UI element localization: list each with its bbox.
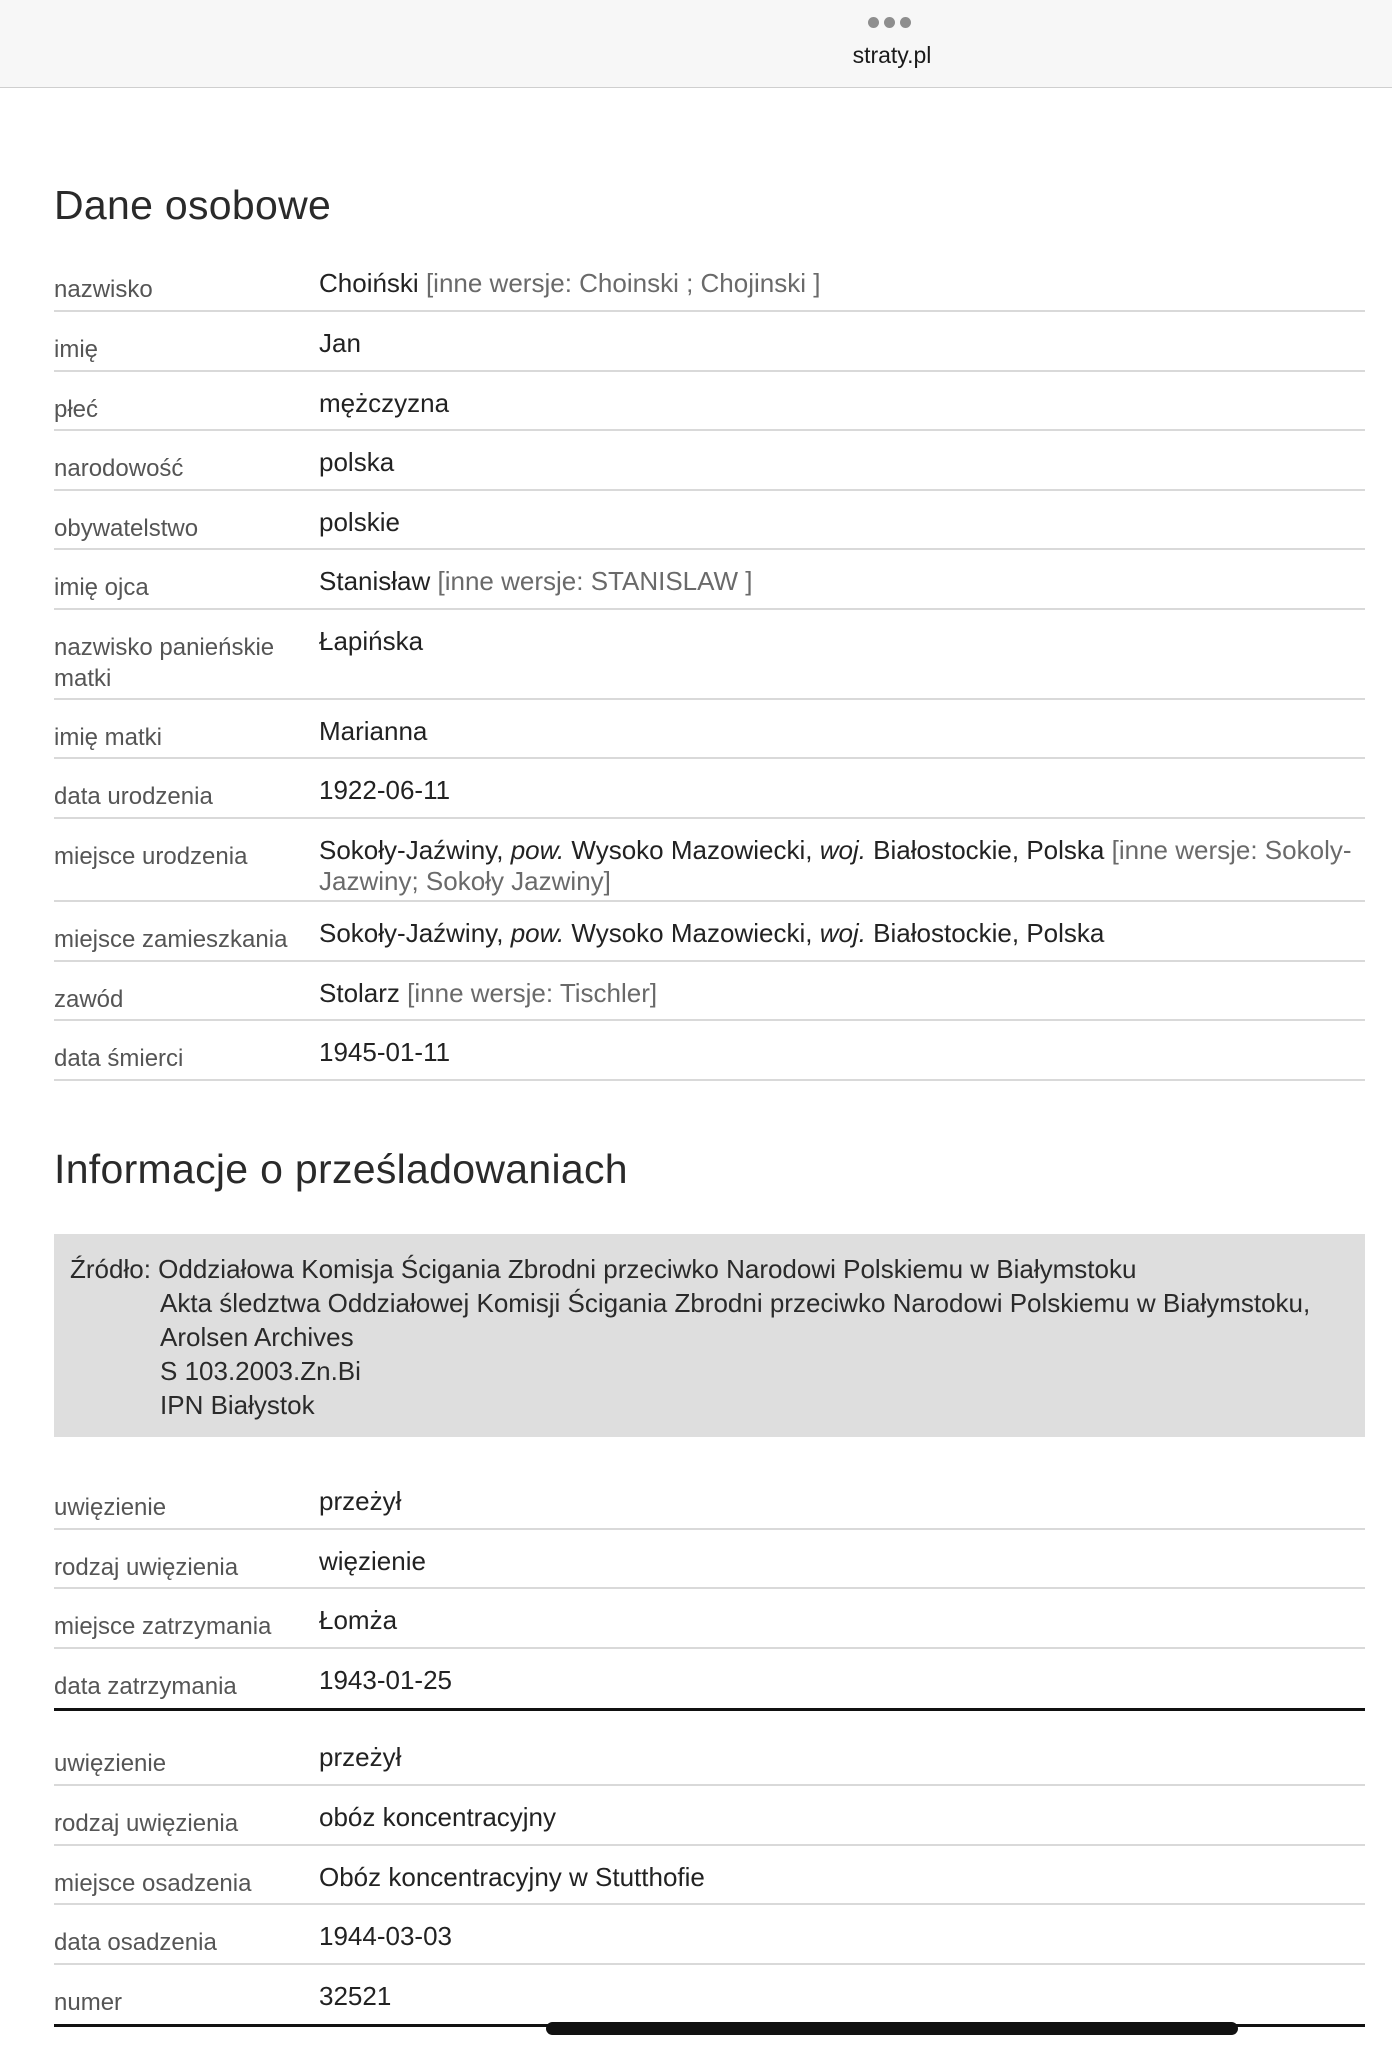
row-label: miejsce zatrzymania (54, 1613, 272, 1640)
row-value: Jan (319, 328, 361, 358)
table-row (54, 1470, 1365, 1530)
table-row (54, 1649, 1365, 1711)
row-label: nazwisko (54, 276, 153, 303)
source-line: IPN Białystok (160, 1390, 315, 1420)
source-box (54, 1234, 1365, 1437)
source-line: Akta śledztwa Oddziałowej Komisji Ścigania Zbrodni przeciwko Narodowi Polskiemu w Białymstoku, (160, 1288, 1311, 1318)
table-row (54, 1530, 1365, 1589)
table-row (54, 312, 1365, 372)
table-row (54, 1589, 1365, 1649)
table-row (54, 372, 1365, 431)
row-label: płeć (54, 396, 99, 423)
source-line: Źródło: Oddziałowa Komisja Ścigania Zbrodni przeciwko Narodowi Polskiemu w Białymstoku (70, 1254, 1137, 1284)
row-value: 1944-03-03 (319, 1921, 452, 1951)
row-label: rodzaj uwięzienia (54, 1554, 239, 1581)
row-value: Stanisław [inne wersje: STANISLAW ] (319, 566, 753, 596)
row-label: miejsce urodzenia (54, 843, 248, 870)
row-label: narodowość (54, 455, 184, 482)
table-row (54, 1965, 1365, 2027)
row-label: numer (54, 1989, 123, 2016)
home-indicator[interactable] (546, 2022, 1238, 2035)
table-row (54, 1021, 1365, 1081)
table-row (54, 759, 1365, 819)
table-row (54, 1846, 1365, 1905)
row-label: nazwisko panieńskie matki (54, 634, 275, 692)
row-label: data śmierci (54, 1045, 184, 1072)
row-value: 1945-01-11 (319, 1037, 451, 1067)
url-domain[interactable]: straty.pl (852, 42, 932, 68)
row-value: 1922-06-11 (319, 775, 451, 805)
row-value: Sokoły-Jaźwiny, pow. Wysoko Mazowiecki, woj. Białostockie, Polska [inne wersje: Sokoly-Jazwiny; Sokoły Jazwiny] (319, 835, 1352, 896)
table-row (54, 700, 1365, 759)
row-value: 32521 (319, 1981, 392, 2011)
row-label: data zatrzymania (54, 1673, 237, 1700)
table-row (54, 1726, 1365, 1786)
row-label: imię ojca (54, 574, 149, 601)
row-label: uwięzienie (54, 1494, 167, 1521)
row-label: rodzaj uwięzienia (54, 1810, 239, 1837)
row-value: przeżył (319, 1742, 402, 1772)
row-label: imię matki (54, 724, 163, 751)
row-value: mężczyzna (319, 388, 450, 418)
section-title-persecution: Informacje o prześladowaniach (54, 1146, 628, 1192)
section-title-personal: Dane osobowe (54, 182, 332, 228)
table-row (54, 491, 1365, 550)
row-value: Obóz koncentracyjny w Stutthofie (319, 1862, 705, 1892)
row-label: imię (54, 336, 99, 363)
row-value: Marianna (319, 716, 428, 746)
row-value: polskie (319, 507, 400, 537)
row-label: data osadzenia (54, 1929, 217, 1956)
table-row (54, 902, 1365, 962)
table-row (54, 962, 1365, 1021)
row-label: miejsce zamieszkania (54, 926, 288, 953)
row-label: obywatelstwo (54, 515, 199, 542)
row-value: Choiński [inne wersje: Choinski ; Chojinski ] (319, 268, 821, 298)
browser-top-bar (0, 0, 1392, 88)
table-row (54, 610, 1365, 700)
table-row (54, 252, 1365, 312)
row-label: zawód (54, 986, 124, 1013)
row-value: Łomża (319, 1605, 398, 1635)
personal-data-table (54, 252, 1365, 1081)
row-label: data urodzenia (54, 783, 213, 810)
row-label: uwięzienie (54, 1750, 167, 1777)
persecution-record-table (54, 1726, 1365, 2027)
table-row (54, 1905, 1365, 1965)
row-value: Sokoły-Jaźwiny, pow. Wysoko Mazowiecki, woj. Białostockie, Polska (319, 918, 1105, 948)
source-line: S 103.2003.Zn.Bi (160, 1356, 361, 1386)
table-row (54, 550, 1365, 610)
row-value: przeżył (319, 1486, 402, 1516)
table-row (54, 1786, 1365, 1846)
row-value: polska (319, 447, 395, 477)
row-value: obóz koncentracyjny (319, 1802, 557, 1832)
row-value: Stolarz [inne wersje: Tischler] (319, 978, 658, 1008)
row-value: 1943-01-25 (319, 1665, 452, 1695)
more-options-icon[interactable] (868, 17, 918, 29)
row-label: miejsce osadzenia (54, 1870, 252, 1897)
table-row (54, 819, 1365, 902)
row-value: więzienie (319, 1546, 426, 1576)
row-value: Łapińska (319, 626, 424, 656)
source-line: Arolsen Archives (160, 1322, 354, 1352)
persecution-record-table (54, 1470, 1365, 1711)
table-row (54, 431, 1365, 491)
